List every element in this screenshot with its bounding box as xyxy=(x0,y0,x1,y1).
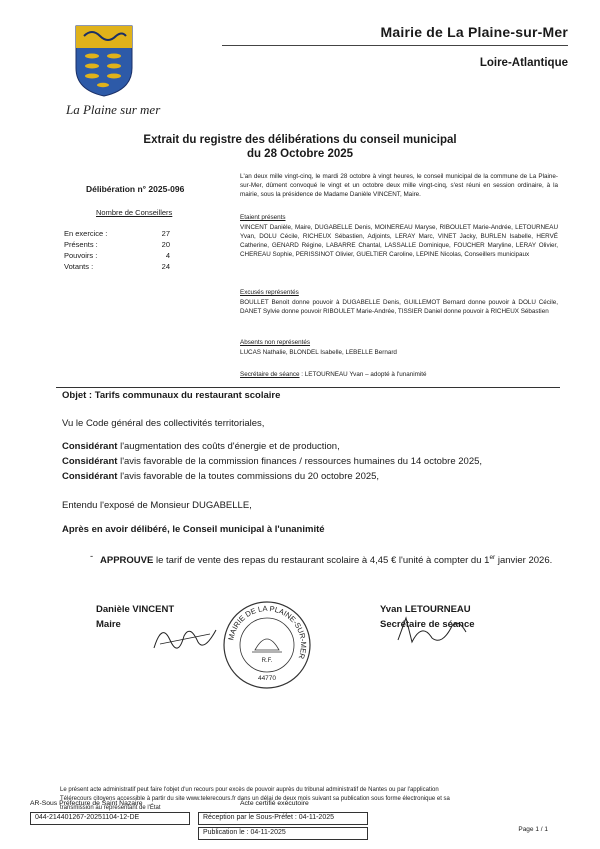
absents-list: LUCAS Nathalie, BLONDEL Isabelle, LEBELLE Bernard xyxy=(240,349,397,356)
count-value-presents: 20 xyxy=(161,240,170,249)
absents-heading: Absents non représentés xyxy=(240,339,311,346)
municipal-logo xyxy=(74,24,134,98)
approve-tail: janvier 2026. xyxy=(495,555,553,567)
considerant-text: l'avis favorable de la toutes commissions du 20 octobre 2025, xyxy=(117,471,380,482)
considerant-lead: Considérant xyxy=(62,471,118,482)
logo-text: La Plaine sur mer xyxy=(66,102,161,117)
deliberation-number: Délibération n° 2025-096 xyxy=(86,184,185,194)
mayor-name: Danièle VINCENT xyxy=(96,604,175,615)
count-label-exercice: En exercice : xyxy=(64,229,108,238)
considerant-lead: Considérant xyxy=(62,441,118,452)
stamp-reception: Réception par le Sous-Préfet : 04-11-2025 xyxy=(198,812,368,825)
considerant-text: l'avis favorable de la commission finances / ressources humaines du 14 octobre 2025, xyxy=(117,456,483,467)
count-value-exercice: 27 xyxy=(161,229,170,238)
stamp-publication: Publication le : 04-11-2025 xyxy=(198,827,368,840)
header-rule xyxy=(222,45,568,46)
presents-list: VINCENT Danièle, Maire, DUGABELLE Denis, MOINEREAU Maryse, RIBOULET Marie-Andrée, LETOURNEAU Yvan, DOLU Cécile, RICHEUX Sébastien, Adjoints, LERAY Marc, VINET Jacky, BURLEN Isabelle, HERVÉ Catherine, GENARD Régine, LABARRE Chantal, LASSALLE Dominique, FOUCHER Maryline, LERAY Olivier, CHEREAU Sophie, PERISSINOT Olivier, GUELTIER Caroline, LEPINE Nicolas, Conseillers municipaux xyxy=(240,224,558,258)
excuses-heading: Excusés représentés xyxy=(240,289,299,296)
councillors-heading: Nombre de Conseillers xyxy=(96,208,173,217)
secretary-signature xyxy=(392,612,472,652)
list-dash: - xyxy=(90,551,94,562)
official-seal xyxy=(222,600,312,690)
considerant-1 xyxy=(62,441,340,452)
secretary-label: Secrétaire de séance xyxy=(240,371,300,378)
secretary-role: Secrétaire de séance xyxy=(380,619,475,630)
entendu-line: Entendu l'exposé de Monsieur DUGABELLE, xyxy=(62,500,252,511)
count-label-votants: Votants : xyxy=(64,262,94,271)
secretary-line xyxy=(240,370,558,379)
seal-text: MAIRIE DE LA PLAINE-SUR-MER xyxy=(226,603,309,661)
secretary-text: : LETOURNEAU Yvan – adopté à l'unanimité xyxy=(299,371,427,378)
decision-intro: Après en avoir délibéré, le Conseil municipal à l'unanimité xyxy=(62,524,325,535)
approve-text: le tarif de vente des repas du restaurant scolaire à 4,45 € l'unité à compter du 1 xyxy=(153,555,490,567)
document-date: du 28 Octobre 2025 xyxy=(246,148,354,160)
approve-lead: APPROUVE xyxy=(100,555,154,567)
recours-line-2: Télérecours citoyens accessible à partir du site www.telerecours.fr dans un délai de deux mois suivant sa publication sous forme électronique et sa xyxy=(60,796,450,802)
approve-sup: er xyxy=(489,554,496,561)
document-title: Extrait du registre des délibérations du conseil municipal xyxy=(143,134,457,146)
considerant-3 xyxy=(62,471,379,482)
objet-rule xyxy=(56,387,560,388)
considerant-lead: Considérant xyxy=(62,456,118,467)
page-number: Page 1 / 1 xyxy=(518,826,548,833)
secretary-name: Yvan LETOURNEAU xyxy=(380,604,471,615)
departement: Loire-Atlantique xyxy=(479,57,568,69)
session-preamble: L'an deux mille vingt-cinq, le mardi 28 octobre à vingt heures, le conseil municipal de la commune de La Plaine-sur-Mer, dûment convoqué le vingt et un octobre deux mille vingt-cinq, s'est réuni en session ordinaire, à la mairie, sous la présidence de Madame Danièle VINCENT, Maire. xyxy=(240,173,558,198)
count-label-presents: Présents : xyxy=(64,240,98,249)
seal-center: R.F. xyxy=(261,658,273,664)
mayor-role: Maire xyxy=(96,619,121,630)
considerant-text: l'augmentation des coûts d'énergie et de production, xyxy=(117,441,340,452)
stamp-prefecture: AR-Sous Préfecture de Saint Nazaire xyxy=(30,800,143,807)
excuses-list: BOULLET Benoit donne pouvoir à DUGABELLE Denis, GUILLEMOT Bernard donne pouvoir à DOLU Cécile, DANET Sylvie donne pouvoir RIBOULET Marie-Andrée, TISSIER Daniel donne pouvoir à RICHEUX Sébastien xyxy=(240,299,558,315)
vu-line: Vu le Code général des collectivités territoriales, xyxy=(62,418,265,429)
stamp-id: 044-214401267-20251104-12-DE xyxy=(30,812,190,825)
mayor-signature xyxy=(150,618,220,658)
considerant-2 xyxy=(62,456,482,467)
recours-line-3: transmission au représentant de l'État xyxy=(60,805,161,811)
recours-line-1: Le présent acte administratif peut faire l'objet d'un recours pour excès de pouvoir auprès du tribunal administratif de Nantes ou par l'application xyxy=(60,787,439,793)
count-value-pouvoirs: 4 xyxy=(165,251,170,260)
mairie-title: Mairie de La Plaine-sur-Mer xyxy=(380,24,568,40)
stamp-acte: Acte certifié exécutoire xyxy=(240,800,309,807)
seal-code: 44770 xyxy=(257,675,277,682)
objet-line: Objet : Tarifs communaux du restaurant scolaire xyxy=(62,390,281,401)
count-value-votants: 24 xyxy=(161,262,170,271)
presents-heading: Etaient présents xyxy=(240,214,286,221)
approve-article xyxy=(100,551,570,568)
count-label-pouvoirs: Pouvoirs : xyxy=(64,251,98,260)
